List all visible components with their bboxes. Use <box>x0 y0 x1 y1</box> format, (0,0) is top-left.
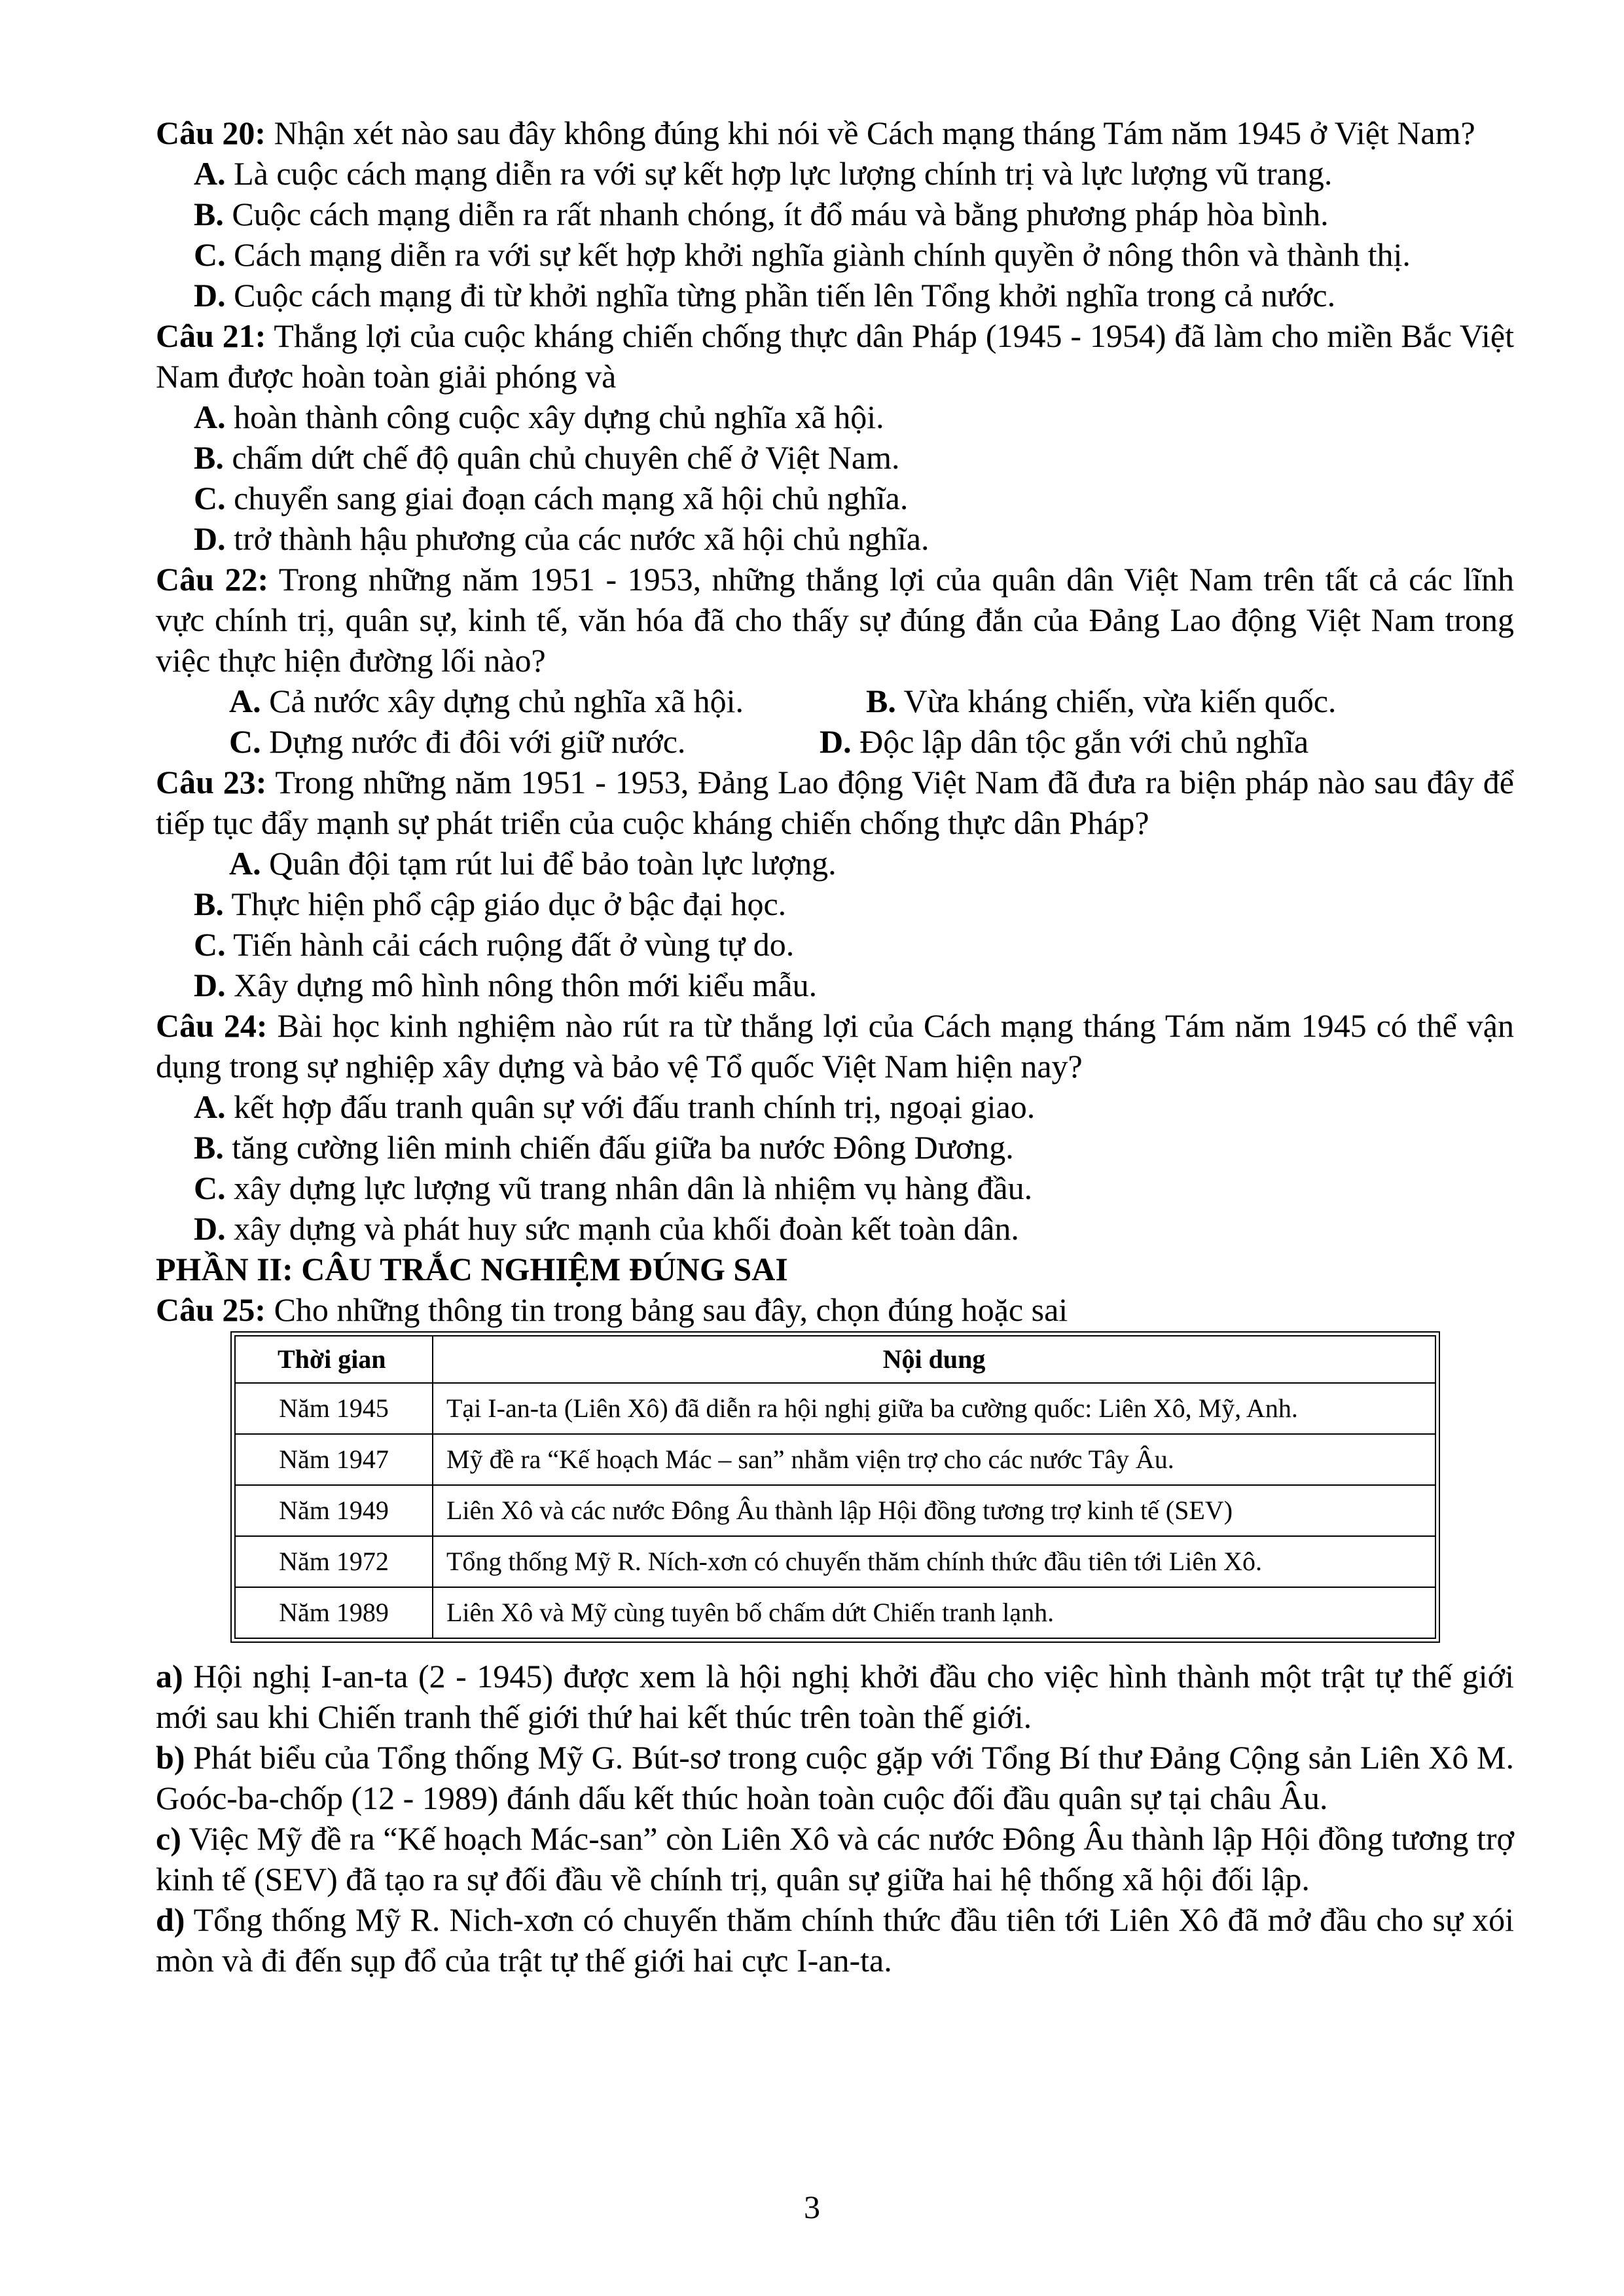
option-key: B. <box>194 196 224 232</box>
option-text: Cuộc cách mạng diễn ra rất nhanh chóng, ít đổ máu và bằng phương pháp hòa bình. <box>223 196 1329 232</box>
option-b <box>156 884 1514 924</box>
cell-content: Mỹ đề ra “Kế hoạch Mác – san” nhằm viện trợ cho các nước Tây Âu. <box>433 1434 1435 1485</box>
option-key: A. <box>194 155 226 192</box>
option-text: hoàn thành công cuộc xây dựng chủ nghĩa xã hội. <box>225 399 884 435</box>
column-header-time: Thời gian <box>235 1336 433 1383</box>
option-text: xây dựng và phát huy sức mạnh của khối đoàn kết toàn dân. <box>225 1210 1019 1247</box>
option-a <box>156 397 1514 437</box>
option-text: Quân đội tạm rút lui để bảo toàn lực lượng. <box>261 845 837 882</box>
option-c <box>229 721 820 762</box>
option-a <box>156 1086 1514 1127</box>
option-key: A. <box>229 845 261 882</box>
question-label: Câu 22: <box>156 561 269 598</box>
question-text: Trong những năm 1951 - 1953, Đảng Lao động Việt Nam đã đưa ra biện pháp nào sau đây để tiếp tục đẩy mạnh sự phát triển của cuộc kháng chiến chống thực dân Pháp? <box>156 764 1514 841</box>
option-text: Cả nước xây dựng chủ nghĩa xã hội. <box>261 683 744 719</box>
option-text: kết hợp đấu tranh quân sự với đấu tranh chính trị, ngoại giao. <box>225 1088 1036 1125</box>
option-d <box>156 518 1514 559</box>
question-text: Nhận xét nào sau đây không đúng khi nói về Cách mạng tháng Tám năm 1945 ở Việt Nam? <box>266 115 1475 151</box>
statement-key: b) <box>156 1739 185 1776</box>
cell-time: Năm 1972 <box>235 1536 433 1587</box>
option-key: D. <box>820 723 852 760</box>
option-row-cd <box>156 721 1514 762</box>
cell-content: Liên Xô và Mỹ cùng tuyên bố chấm dứt Chiến tranh lạnh. <box>433 1587 1435 1638</box>
statement-text: Hội nghị I-an-ta (2 - 1945) được xem là hội nghị khởi đầu cho việc hình thành một trật tự thế giới mới sau khi Chiến tranh thế giới thứ hai kết thúc trên toàn thế giới. <box>156 1658 1514 1735</box>
option-a <box>156 153 1514 194</box>
option-key: C. <box>194 236 226 273</box>
question-label: Câu 23: <box>156 764 267 800</box>
cell-time: Năm 1989 <box>235 1587 433 1638</box>
statement-text: Tổng thống Mỹ R. Nich-xơn có chuyến thăm chính thức đầu tiên tới Liên Xô đã mở đầu cho sự xói mòn và đi đến sụp đổ của trật tự thế giới hai cực I-an-ta. <box>156 1901 1514 1979</box>
question-label: Câu 24: <box>156 1007 268 1044</box>
table-row <box>235 1434 1435 1485</box>
question-label: Câu 21: <box>156 317 266 354</box>
question-22 <box>156 559 1514 681</box>
section-title: PHẦN II: CÂU TRẮC NGHIỆM ĐÚNG SAI <box>156 1251 788 1287</box>
option-text: Là cuộc cách mạng diễn ra với sự kết hợp lực lượng chính trị và lực lượng vũ trang. <box>225 155 1333 192</box>
option-text: Độc lập dân tộc gắn với chủ nghĩa <box>851 723 1309 760</box>
question-text: Trong những năm 1951 - 1953, những thắng lợi của quân dân Việt Nam trên tất cả các lĩnh vực chính trị, quân sự, kinh tế, văn hóa đã cho thấy sự đúng đắn của Đảng Lao động Việt Nam trong việc thực hiện đường lối nào? <box>156 561 1514 679</box>
option-c <box>156 478 1514 518</box>
option-text: xây dựng lực lượng vũ trang nhân dân là nhiệm vụ hàng đầu. <box>225 1170 1033 1206</box>
statement-b <box>156 1737 1514 1818</box>
option-text: Thực hiện phổ cập giáo dục ở bậc đại học. <box>223 886 787 922</box>
statement-key: a) <box>156 1658 183 1695</box>
cell-time: Năm 1949 <box>235 1485 433 1536</box>
question-label: Câu 25: <box>156 1291 266 1328</box>
option-key: B. <box>194 1129 224 1166</box>
option-c <box>156 234 1514 275</box>
option-a <box>156 843 1514 884</box>
option-text: chấm dứt chế độ quân chủ chuyên chế ở Việt Nam. <box>223 439 900 476</box>
page-content <box>156 113 1514 1981</box>
option-text: Tiến hành cải cách ruộng đất ở vùng tự do. <box>225 926 795 963</box>
question-text: Thắng lợi của cuộc kháng chiến chống thực dân Pháp (1945 - 1954) đã làm cho miền Bắc Việt Nam được hoàn toàn giải phóng và <box>156 317 1514 395</box>
page-number: 3 <box>804 2189 820 2225</box>
cell-time: Năm 1945 <box>235 1383 433 1434</box>
option-key: A. <box>194 399 226 435</box>
option-text: Vừa kháng chiến, vừa kiến quốc. <box>895 683 1337 719</box>
option-key: A. <box>194 1088 226 1125</box>
timeline-table <box>234 1335 1436 1639</box>
option-key: D. <box>194 1210 226 1247</box>
statement-text: Phát biểu của Tổng thống Mỹ G. Bút-sơ trong cuộc gặp với Tổng Bí thư Đảng Cộng sản Liên Xô M. Goóc-ba-chốp (12 - 1989) đánh dấu kết thúc hoàn toàn cuộc đối đầu quân sự tại châu Âu. <box>156 1739 1514 1816</box>
option-d <box>156 965 1514 1005</box>
table-row <box>235 1383 1435 1434</box>
option-key: D. <box>194 520 226 557</box>
option-c <box>156 1168 1514 1208</box>
question-25 <box>156 1289 1514 1330</box>
cell-content: Tại I-an-ta (Liên Xô) đã diễn ra hội nghị giữa ba cường quốc: Liên Xô, Mỹ, Anh. <box>433 1383 1435 1434</box>
option-text: tăng cường liên minh chiến đấu giữa ba nước Đông Dương. <box>223 1129 1014 1166</box>
column-header-content: Nội dung <box>433 1336 1435 1383</box>
statement-d <box>156 1899 1514 1981</box>
question-24 <box>156 1005 1514 1086</box>
statement-c <box>156 1818 1514 1899</box>
option-text: Xây dựng mô hình nông thôn mới kiểu mẫu. <box>225 967 818 1003</box>
option-key: C. <box>194 926 226 963</box>
option-key: C. <box>194 1170 226 1206</box>
option-d <box>820 721 1308 762</box>
option-b <box>156 1127 1514 1168</box>
option-b <box>866 681 1336 721</box>
option-c <box>156 924 1514 965</box>
cell-time: Năm 1947 <box>235 1434 433 1485</box>
question-text: Cho những thông tin trong bảng sau đây, chọn đúng hoặc sai <box>266 1291 1068 1328</box>
option-key: D. <box>194 277 226 314</box>
option-row-ab <box>156 681 1514 721</box>
option-key: A. <box>229 683 261 719</box>
option-text: trở thành hậu phương của các nước xã hội chủ nghĩa. <box>225 520 929 557</box>
timeline-table-frame <box>230 1331 1440 1643</box>
table-header-row <box>235 1336 1435 1383</box>
question-text: Bài học kinh nghiệm nào rút ra từ thắng lợi của Cách mạng tháng Tám năm 1945 có thể vận dụng trong sự nghiệp xây dựng và bảo vệ Tổ quốc Việt Nam hiện nay? <box>156 1007 1514 1085</box>
option-text: chuyển sang giai đoạn cách mạng xã hội chủ nghĩa. <box>225 480 909 516</box>
option-text: Cách mạng diễn ra với sự kết hợp khởi nghĩa giành chính quyền ở nông thôn và thành thị. <box>225 236 1411 273</box>
option-key: B. <box>194 886 224 922</box>
option-key: B. <box>194 439 224 476</box>
statement-text: Việc Mỹ đề ra “Kế hoạch Mác-san” còn Liên Xô và các nước Đông Âu thành lập Hội đồng tương trợ kinh tế (SEV) đã tạo ra sự đối đầu về chính trị, quân sự giữa hai hệ thống xã hội đối lập. <box>156 1820 1514 1897</box>
table-row <box>235 1485 1435 1536</box>
table-row <box>235 1536 1435 1587</box>
question-21 <box>156 315 1514 397</box>
option-d <box>156 1208 1514 1249</box>
option-key: C. <box>229 723 261 760</box>
statement-key: d) <box>156 1901 185 1938</box>
question-20 <box>156 113 1514 153</box>
option-b <box>156 437 1514 478</box>
statement-a <box>156 1656 1514 1737</box>
cell-content: Tổng thống Mỹ R. Ních-xơn có chuyến thăm chính thức đầu tiên tới Liên Xô. <box>433 1536 1435 1587</box>
option-b <box>156 194 1514 234</box>
cell-content: Liên Xô và các nước Đông Âu thành lập Hội đồng tương trợ kinh tế (SEV) <box>433 1485 1435 1536</box>
option-key: B. <box>866 683 896 719</box>
option-text: Cuộc cách mạng đi từ khởi nghĩa từng phần tiến lên Tổng khởi nghĩa trong cả nước. <box>225 277 1336 314</box>
option-a <box>229 681 866 721</box>
option-d <box>156 275 1514 315</box>
option-key: C. <box>194 480 226 516</box>
question-label: Câu 20: <box>156 115 266 151</box>
table-row <box>235 1587 1435 1638</box>
option-key: D. <box>194 967 226 1003</box>
option-text: Dựng nước đi đôi với giữ nước. <box>261 723 686 760</box>
statement-key: c) <box>156 1820 181 1857</box>
question-23 <box>156 762 1514 843</box>
